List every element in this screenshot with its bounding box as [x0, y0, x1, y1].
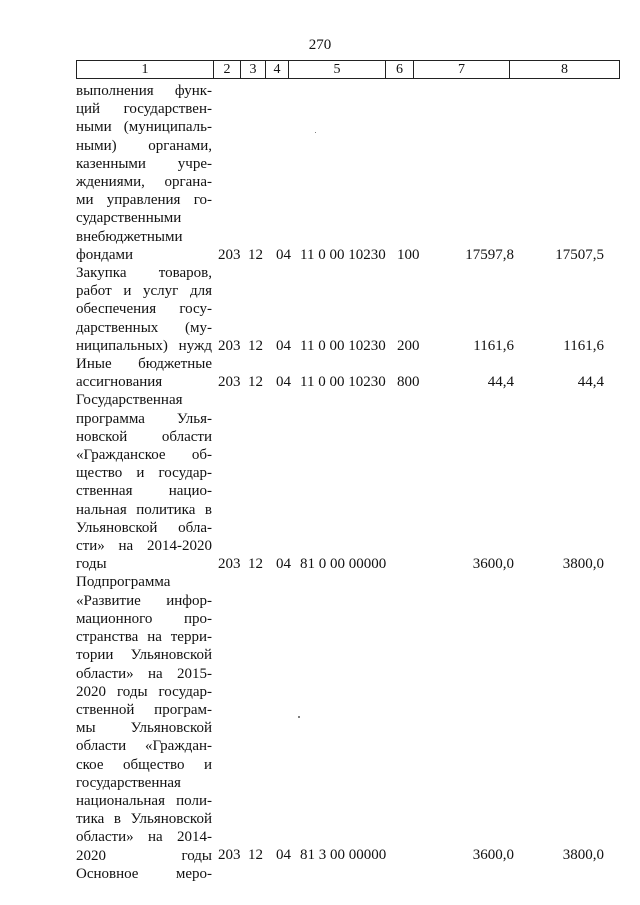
- name-word: и: [203, 756, 212, 773]
- name-word: ское: [76, 756, 104, 773]
- cell-c4: 04: [276, 337, 291, 354]
- scan-speck: [315, 132, 316, 133]
- name-word: 2014-: [177, 829, 212, 846]
- cell-c2: 203: [218, 337, 241, 354]
- name-word: го-: [193, 192, 212, 209]
- name-line: [76, 792, 212, 810]
- table-header-row: [76, 60, 620, 79]
- name-line: [76, 228, 212, 246]
- header-cell-8: 8: [561, 62, 568, 77]
- name-word: Государственная: [76, 392, 183, 409]
- name-word: ными: [76, 119, 112, 136]
- name-line: [76, 82, 212, 100]
- name-line: [76, 610, 212, 628]
- cell-c5: 11 0 00 10230: [300, 337, 386, 354]
- name-word: «Развитие: [76, 592, 141, 609]
- name-line: [76, 774, 212, 792]
- name-line: [76, 282, 212, 300]
- name-word: на: [118, 538, 134, 555]
- name-word: управления: [106, 192, 181, 209]
- name-line: [76, 446, 212, 464]
- name-word: ждениями,: [76, 174, 145, 191]
- cell-c8: 3800,0: [562, 847, 604, 864]
- name-word: обла-: [178, 519, 212, 536]
- name-line: [76, 482, 212, 500]
- cell-c2: 203: [218, 556, 241, 573]
- name-word: внебюджетными: [76, 228, 183, 245]
- name-word: для: [189, 283, 212, 300]
- name-line: [76, 410, 212, 428]
- name-word: госу-: [179, 301, 212, 318]
- name-word: области»: [76, 829, 134, 846]
- name-word: странства: [76, 629, 139, 646]
- name-word: государ-: [158, 683, 212, 700]
- name-word: Ульяновской: [130, 720, 212, 737]
- name-word: органами,: [148, 137, 212, 154]
- cell-c3: 12: [248, 847, 263, 864]
- name-word: 2014-2020: [147, 538, 212, 555]
- cell-c7: 3600,0: [472, 847, 514, 864]
- header-cell-7: 7: [414, 61, 510, 78]
- cell-c2: 203: [218, 847, 241, 864]
- name-word: годы: [181, 847, 212, 864]
- name-word: на: [147, 629, 162, 646]
- name-line: [76, 355, 212, 373]
- name-word: Подпрограмма: [76, 574, 171, 591]
- name-line: [76, 847, 212, 865]
- name-line: [76, 155, 212, 173]
- header-cell-2: 2: [214, 61, 241, 78]
- cell-c4: 04: [276, 847, 291, 864]
- name-word: ственная: [76, 483, 133, 500]
- name-line: [76, 719, 212, 737]
- name-word: нальная: [76, 501, 127, 518]
- page-number: 270: [308, 37, 332, 53]
- name-word: и: [123, 283, 132, 300]
- name-line: [76, 573, 212, 591]
- name-word: мационного: [76, 610, 153, 627]
- cell-c6: 200: [397, 337, 420, 354]
- name-word: бюджетные: [138, 356, 212, 373]
- name-word: учре-: [177, 155, 212, 172]
- cell-c3: 12: [248, 337, 263, 354]
- name-line: [76, 865, 212, 883]
- name-word: меро-: [175, 865, 212, 882]
- name-line: [76, 100, 212, 118]
- name-line: [76, 373, 212, 391]
- name-line: [76, 665, 212, 683]
- name-word: области: [161, 428, 212, 445]
- name-line: [76, 519, 212, 537]
- name-word: инфор-: [166, 592, 212, 609]
- name-line: [76, 501, 212, 519]
- name-word: об-: [191, 447, 212, 464]
- name-line: [76, 683, 212, 701]
- cell-c6: 800: [397, 374, 420, 391]
- name-line: [76, 592, 212, 610]
- cell-c8: 17507,5: [555, 246, 604, 263]
- cell-c4: 04: [276, 556, 291, 573]
- name-line: [76, 137, 212, 155]
- name-word: (муниципаль-: [123, 119, 212, 136]
- name-word: сти»: [76, 538, 105, 555]
- name-word: Основное: [76, 865, 139, 882]
- name-line: [76, 300, 212, 318]
- name-word: казенными: [76, 155, 146, 172]
- name-word: щество: [76, 465, 123, 482]
- name-word: програм-: [154, 701, 212, 718]
- name-line: [76, 209, 212, 227]
- cell-c5: 11 0 00 10230: [300, 374, 386, 391]
- name-word: ций: [76, 101, 101, 118]
- name-line: [76, 191, 212, 209]
- name-word: ниципальных): [76, 337, 168, 354]
- header-cell-1: 1: [77, 61, 214, 78]
- name-word: государственная: [76, 774, 181, 791]
- name-word: на: [147, 665, 163, 682]
- name-word: мы: [76, 720, 96, 737]
- name-word: товаров,: [158, 265, 212, 282]
- name-word: политика: [136, 501, 196, 518]
- cell-c5: 11 0 00 10230: [300, 246, 386, 263]
- name-word: обеспечения: [76, 301, 157, 318]
- name-word: услуг: [143, 283, 179, 300]
- name-word: Ульяновской: [76, 519, 158, 536]
- name-column: [76, 82, 212, 883]
- name-line: [76, 701, 212, 719]
- name-word: Улья-: [176, 410, 212, 427]
- cell-c8: 44,4: [577, 374, 604, 391]
- name-word: новской: [76, 428, 128, 445]
- name-word: тика: [76, 811, 105, 828]
- name-line: [76, 628, 212, 646]
- cell-c7: 1161,6: [473, 337, 514, 354]
- name-word: 2020: [76, 847, 106, 864]
- name-word: ассигнования: [76, 374, 163, 391]
- cell-c3: 12: [248, 246, 263, 263]
- name-word: функ-: [174, 83, 212, 99]
- name-word: нужд: [178, 337, 212, 354]
- name-line: [76, 246, 212, 264]
- cell-c4: 04: [276, 246, 291, 263]
- name-line: [76, 173, 212, 191]
- name-word: Закупка: [76, 265, 127, 282]
- name-word: годы: [76, 556, 107, 573]
- name-word: программа: [76, 410, 145, 427]
- cell-c8: 3800,0: [562, 556, 604, 573]
- name-word: фондами: [76, 246, 134, 263]
- name-word: органа-: [164, 174, 212, 191]
- name-line: [76, 264, 212, 282]
- name-line: [76, 428, 212, 446]
- cell-c6: 100: [397, 246, 420, 263]
- name-word: поли-: [176, 792, 212, 809]
- name-line: [76, 555, 212, 573]
- name-word: «Граждан-: [144, 738, 212, 755]
- name-line: [76, 464, 212, 482]
- name-word: в: [113, 811, 121, 828]
- name-line: [76, 810, 212, 828]
- name-word: сударственными: [76, 210, 182, 227]
- name-word: государствен-: [123, 101, 212, 118]
- name-word: тории: [76, 647, 114, 664]
- cell-c4: 04: [276, 374, 291, 391]
- name-word: в: [204, 501, 212, 518]
- name-word: области: [76, 738, 127, 755]
- name-line: [76, 319, 212, 337]
- cell-c7: 3600,0: [472, 556, 514, 573]
- header-cell-5: 5: [289, 61, 386, 78]
- header-cell-6: 6: [386, 61, 414, 78]
- cell-c2: 203: [218, 246, 241, 263]
- name-line: [76, 537, 212, 555]
- name-word: дарственных: [76, 319, 159, 336]
- name-line: [76, 756, 212, 774]
- cell-c3: 12: [248, 556, 263, 573]
- cell-c5: 81 0 00 00000: [300, 556, 387, 573]
- name-word: ми: [76, 192, 94, 209]
- name-word: ными): [76, 137, 117, 154]
- name-word: 2020: [76, 683, 106, 700]
- name-word: нацио-: [168, 483, 212, 500]
- name-word: Иные: [76, 356, 112, 373]
- name-word: терри-: [170, 629, 212, 646]
- name-word: 2015-: [177, 665, 212, 682]
- name-line: [76, 828, 212, 846]
- name-word: выполнения: [76, 83, 154, 99]
- name-word: национальная: [76, 792, 165, 809]
- name-word: Ульяновской: [130, 811, 212, 828]
- cell-c5: 81 3 00 00000: [300, 847, 387, 864]
- name-word: годы: [116, 683, 148, 700]
- name-word: «Гражданское: [76, 447, 166, 464]
- header-cell-3: 3: [241, 61, 266, 78]
- name-word: на: [147, 829, 163, 846]
- cell-c3: 12: [248, 374, 263, 391]
- name-line: [76, 337, 212, 355]
- cell-c7: 44,4: [487, 374, 514, 391]
- name-word: Ульяновской: [130, 647, 212, 664]
- cell-c7: 17597,8: [465, 246, 514, 263]
- cell-c2: 203: [218, 374, 241, 391]
- name-word: государ-: [158, 465, 212, 482]
- name-word: про-: [183, 610, 212, 627]
- name-word: работ: [76, 283, 112, 300]
- name-word: общество: [123, 756, 185, 773]
- header-cell-4: 4: [266, 61, 289, 78]
- cell-c8: 1161,6: [563, 337, 604, 354]
- name-line: [76, 737, 212, 755]
- name-word: (му-: [185, 319, 212, 336]
- name-word: области»: [76, 665, 134, 682]
- name-word: и: [136, 465, 145, 482]
- name-word: ственной: [76, 701, 135, 718]
- name-line: [76, 646, 212, 664]
- scan-speck: [298, 716, 300, 718]
- name-line: [76, 391, 212, 409]
- name-line: [76, 118, 212, 136]
